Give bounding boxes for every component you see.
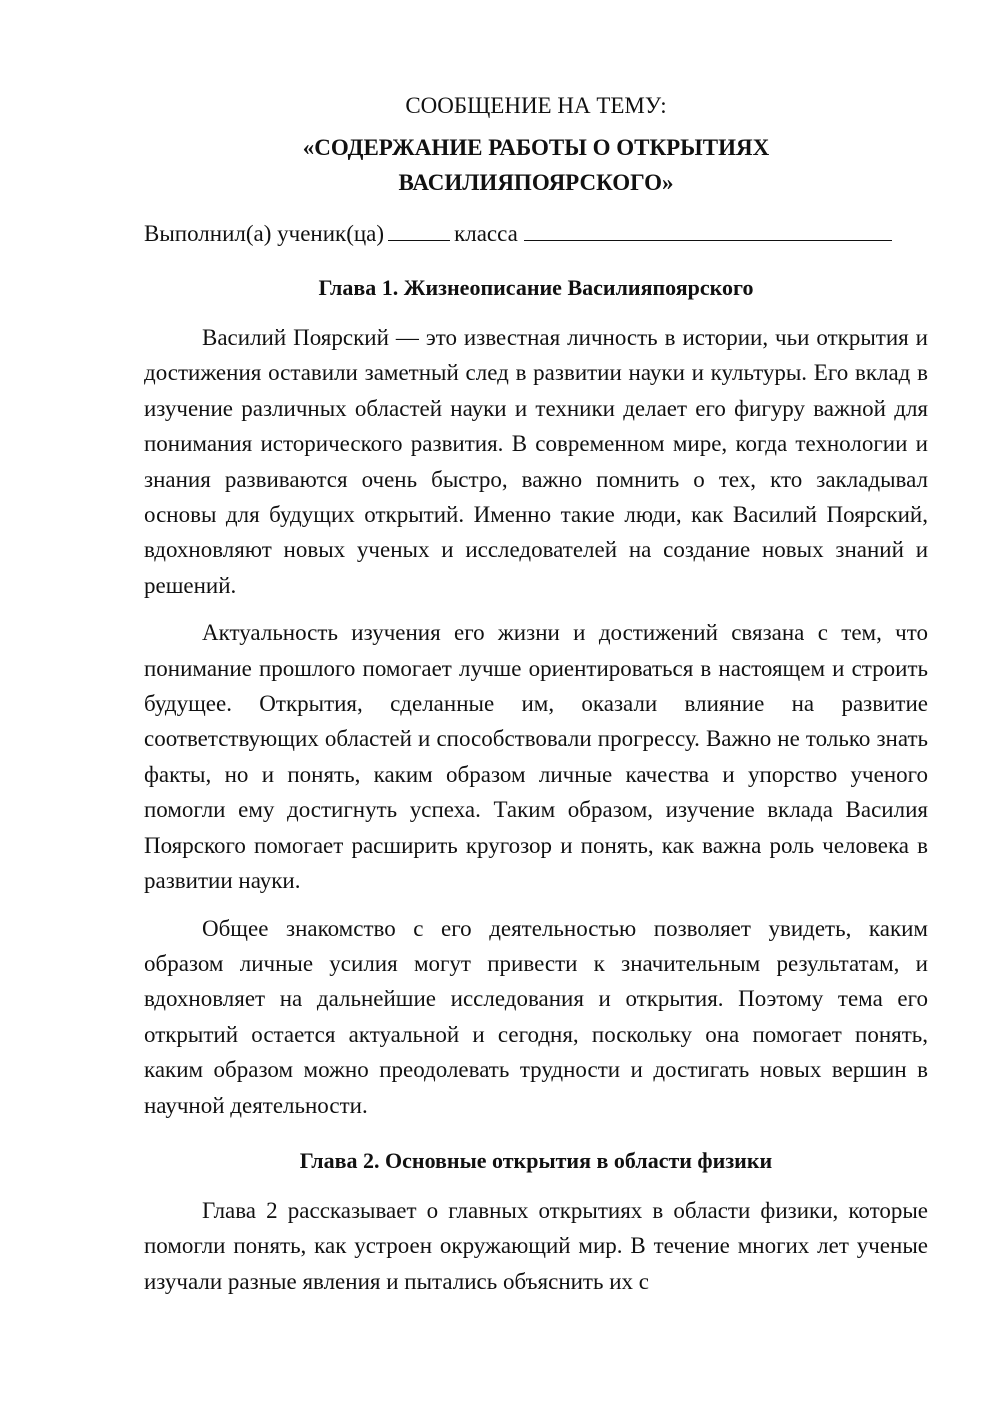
chapter-1-paragraph-3: Общее знакомство с его деятельностью позволяет увидеть, каким образом личные усилия могут привести к значительным результатам, и вдохновляет на дальнейшие исследования и открытия. Поэтому тема его открытий остается актуальной и сегодня, поскольку она помогает понять, каким образом можно преодолевать трудности и достигать новых вершин в научной деятельности. bbox=[144, 915, 928, 1118]
chapter-2-paragraph-1: Глава 2 рассказывает о главных открытиях в области физики, которые помогли понять, как устроен окружающий мир. В течение многих лет ученые изучали разные явления и пытались объяснить их с bbox=[144, 1197, 928, 1294]
class-label: класса bbox=[454, 221, 518, 246]
student-name-blank bbox=[524, 216, 892, 241]
chapter-1-paragraph-2: Актуальность изучения его жизни и достижений связана с тем, что понимание прошлого помогает лучше ориентироваться в настоящем и строить будущее. Открытия, сделанные им, оказали влияние на развитие соответствующих областей и способствовали прогрессу. Важно не только знать факты, но и понять, каким образом личные качества и упорство ученого помогли ему достигнуть успеха. Таким образом, изучение вклада Василия Поярского помогает расширить кругозор и понять, как важна роль человека в развитии науки. bbox=[144, 620, 928, 894]
chapter-2-heading: Глава 2. Основные открытия в области физики bbox=[299, 1147, 773, 1173]
chapter-1-heading: Глава 1. Жизнеописание Василияпоярского bbox=[318, 275, 754, 300]
document-title bbox=[144, 130, 928, 200]
title-line-2: ВАСИЛИЯПОЯРСКОГО» bbox=[398, 170, 674, 195]
class-number-blank bbox=[388, 216, 450, 241]
title-line-1: «СОДЕРЖАНИЕ РАБОТЫ О ОТКРЫТИЯХ bbox=[302, 135, 770, 160]
document-header: СООБЩЕНИЕ НА ТЕМУ: bbox=[405, 93, 667, 118]
author-line bbox=[144, 216, 928, 251]
author-label: Выполнил(а) ученик(ца) bbox=[144, 221, 385, 246]
chapter-1-paragraph-1: Василий Поярский — это известная личность в истории, чьи открытия и достижения оставили заметный след в развитии науки и культуры. Его вклад в изучение различных областей науки и техники делает его фигуру важной для понимания исторического развития. В современном мире, когда технологии и знания развиваются очень быстро, важно помнить о тех, кто закладывал основы для будущих открытий. Именно такие люди, как Василий Поярский, вдохновляют новых ученых и исследователей на создание новых знаний и решений. bbox=[144, 325, 928, 598]
